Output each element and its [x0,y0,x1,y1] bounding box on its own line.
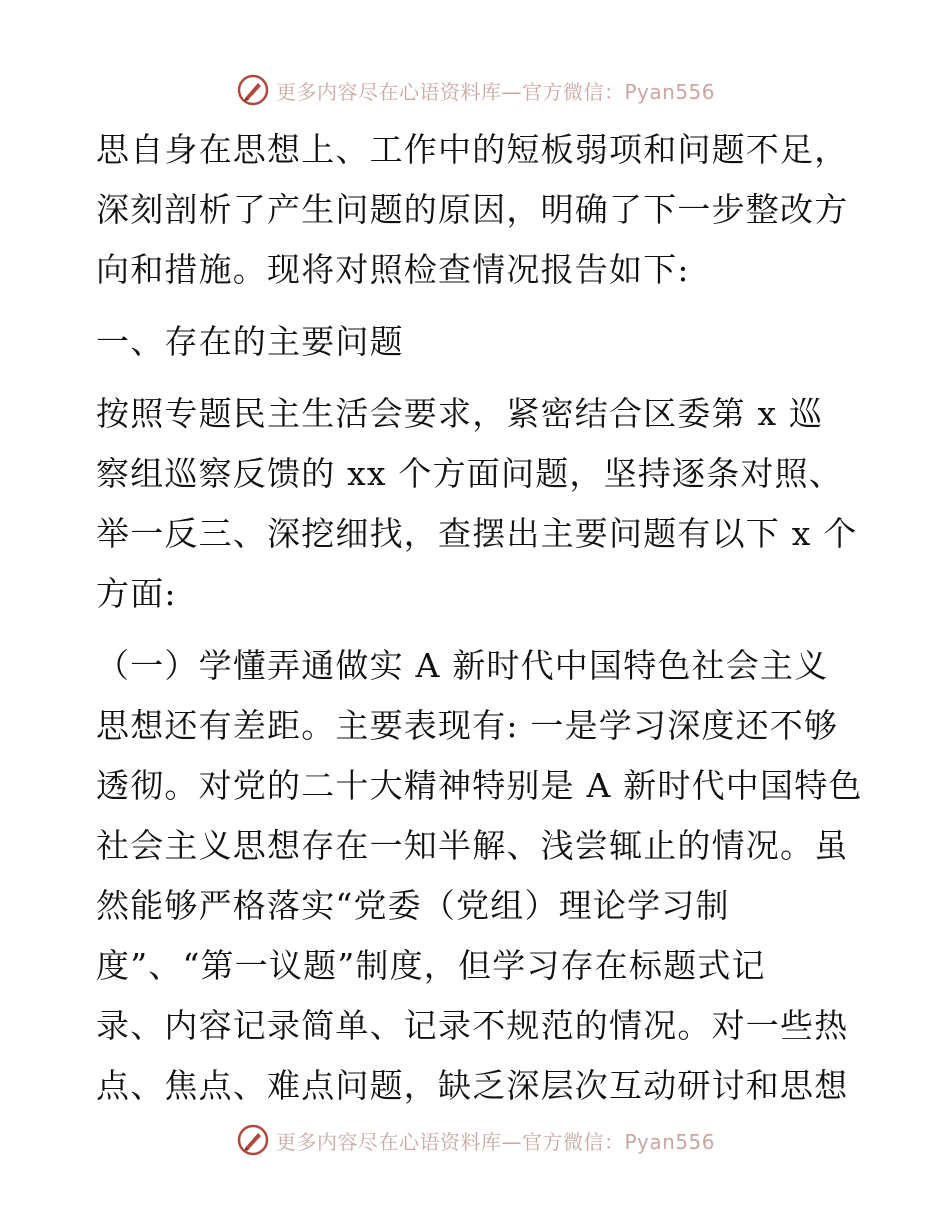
paragraph-line: 按照专题民主生活会要求，紧密结合区委第 x 巡 [96,394,824,433]
watermark-text: 更多内容尽在心语资料库—官方微信：Pyan556 [276,1129,716,1154]
watermark-footer [236,1120,715,1160]
pen-logo-icon [236,73,270,107]
paragraph-line: 点、焦点、难点问题，缺乏深层次互动研讨和思想 [96,1066,849,1105]
paragraph-line: 察组巡察反馈的 xx 个方面问题，坚持逐条对照、 [96,454,844,493]
paragraph-line: 然能够严格落实“党委（党组）理论学习制 [96,886,730,925]
watermark-header [236,70,715,110]
section-heading: 一、存在的主要问题 [96,322,404,361]
document-body [96,120,863,1116]
subsection-heading-line: （一）学懂弄通做实 A 新时代中国特色社会主义 [96,646,829,685]
paragraph-line: 向和措施。现将对照检查情况报告如下: [96,250,690,289]
paragraph-line: 举一反三、深挖细找，查摆出主要问题有以下 x 个 [96,514,858,553]
paragraph-line: 录、内容记录简单、记录不规范的情况。对一些热 [96,1006,849,1045]
paragraph-line: 社会主义思想存在一知半解、浅尝辄止的情况。虽 [96,826,849,865]
paragraph-line: 度”、“第一议题”制度，但学习存在标题式记 [96,946,766,985]
watermark-text: 更多内容尽在心语资料库—官方微信：Pyan556 [276,79,716,104]
paragraph-line: 思想还有差距。主要表现有: 一是学习深度还不够 [96,706,839,745]
paragraph-line: 深刻剖析了产生问题的原因，明确了下一步整改方 [96,190,849,229]
paragraph-line: 透彻。对党的二十大精神特别是 A 新时代中国特色 [96,766,863,805]
pen-logo-icon [236,1123,270,1157]
paragraph-line: 方面: [96,574,177,613]
paragraph-line: 思自身在思想上、工作中的短板弱项和问题不足， [96,130,849,169]
